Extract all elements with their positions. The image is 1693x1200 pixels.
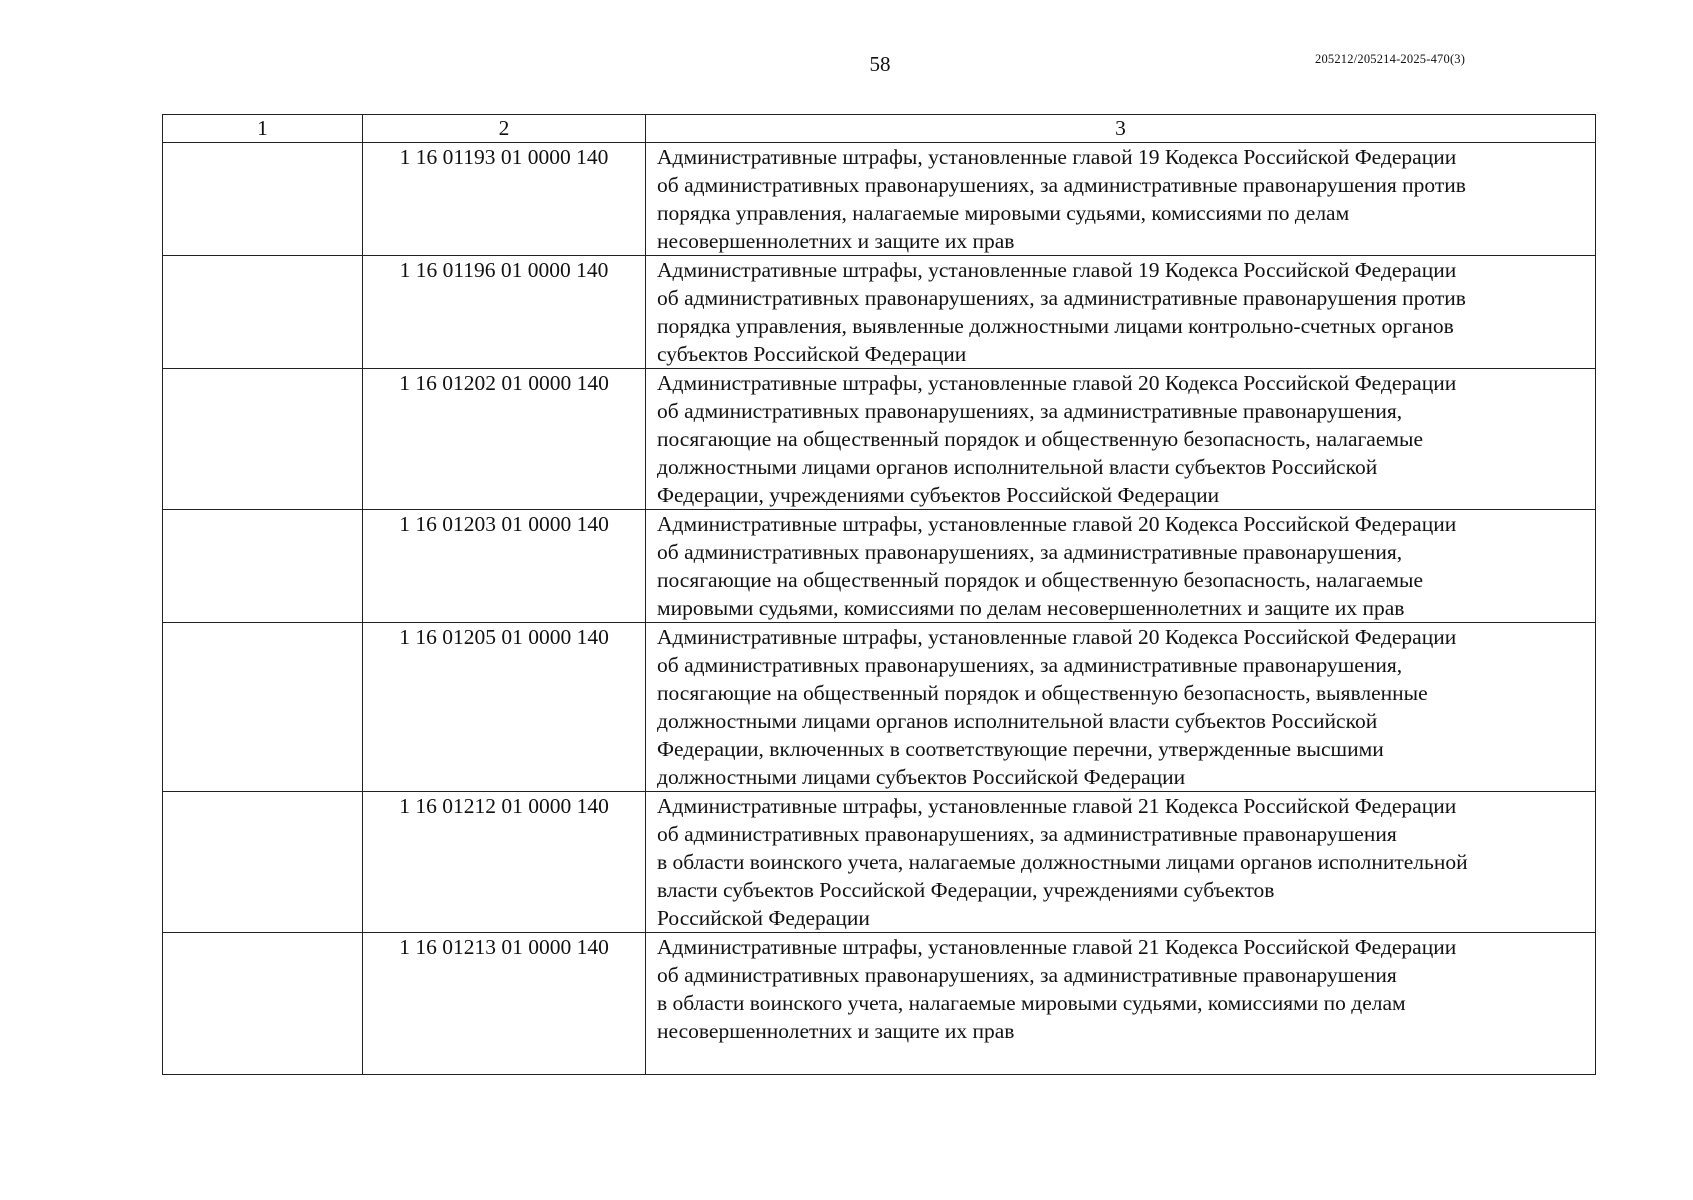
description-line: об административных правонарушениях, за административные правонарушения xyxy=(657,963,1397,987)
table-row xyxy=(163,510,1596,623)
budget-code-cell: 1 16 01203 01 0000 140 xyxy=(363,510,646,623)
description-line: несовершеннолетних и защите их прав xyxy=(657,1019,1015,1043)
description-line: посягающие на общественный порядок и общественную безопасность, выявленные xyxy=(657,681,1428,705)
description-cell xyxy=(646,792,1596,933)
budget-code-cell: 1 16 01213 01 0000 140 xyxy=(363,933,646,1075)
empty-cell xyxy=(163,623,363,792)
description-line: об административных правонарушениях, за административные правонарушения, xyxy=(657,399,1403,423)
empty-cell xyxy=(163,933,363,1075)
description-cell xyxy=(646,369,1596,510)
description-line: должностными лицами органов исполнительной власти субъектов Российской xyxy=(657,709,1378,733)
table-row xyxy=(163,933,1596,1075)
description-line: порядка управления, выявленные должностными лицами контрольно-счетных органов xyxy=(657,314,1454,338)
budget-code-cell: 1 16 01196 01 0000 140 xyxy=(363,256,646,369)
budget-code-cell: 1 16 01193 01 0000 140 xyxy=(363,143,646,256)
description-cell xyxy=(646,623,1596,792)
column-header-3: 3 xyxy=(646,115,1596,143)
empty-cell xyxy=(163,369,363,510)
description-line: мировыми судьями, комиссиями по делам несовершеннолетних и защите их прав xyxy=(657,596,1405,620)
page-number: 58 xyxy=(869,52,891,76)
description-line: в области воинского учета, налагаемые должностными лицами органов исполнительной xyxy=(657,850,1468,874)
description-line: об административных правонарушениях, за административные правонарушения, xyxy=(657,540,1403,564)
description-line: посягающие на общественный порядок и общественную безопасность, налагаемые xyxy=(657,568,1423,592)
description-line: об административных правонарушениях, за административные правонарушения xyxy=(657,822,1397,846)
budget-code-cell: 1 16 01202 01 0000 140 xyxy=(363,369,646,510)
description-line: должностными лицами субъектов Российской Федерации xyxy=(657,765,1186,789)
table-header-row xyxy=(163,115,1596,143)
description-line: Административные штрафы, установленные главой 21 Кодекса Российской Федерации xyxy=(657,794,1457,818)
description-line: Административные штрафы, установленные главой 19 Кодекса Российской Федерации xyxy=(657,145,1457,169)
description-line: Административные штрафы, установленные главой 20 Кодекса Российской Федерации xyxy=(657,625,1457,649)
description-line: субъектов Российской Федерации xyxy=(657,342,967,366)
empty-cell xyxy=(163,792,363,933)
description-line: об административных правонарушениях, за административные правонарушения против xyxy=(657,173,1466,197)
description-line: несовершеннолетних и защите их прав xyxy=(657,229,1015,253)
description-cell xyxy=(646,933,1596,1075)
table-row xyxy=(163,792,1596,933)
budget-codes-table xyxy=(162,114,1596,1075)
description-line: Российской Федерации xyxy=(657,906,870,930)
budget-code-cell: 1 16 01205 01 0000 140 xyxy=(363,623,646,792)
column-header-1: 1 xyxy=(163,115,363,143)
description-line: об административных правонарушениях, за административные правонарушения против xyxy=(657,286,1466,310)
description-line: посягающие на общественный порядок и общественную безопасность, налагаемые xyxy=(657,427,1423,451)
description-line: должностными лицами органов исполнительной власти субъектов Российской xyxy=(657,455,1378,479)
description-line: Административные штрафы, установленные главой 21 Кодекса Российской Федерации xyxy=(657,935,1457,959)
table-row xyxy=(163,256,1596,369)
description-line: власти субъектов Российской Федерации, учреждениями субъектов xyxy=(657,878,1275,902)
description-line: Федерации, включенных в соответствующие перечни, утвержденные высшими xyxy=(657,737,1384,761)
empty-cell xyxy=(163,510,363,623)
table-row xyxy=(163,143,1596,256)
description-line: об административных правонарушениях, за административные правонарушения, xyxy=(657,653,1403,677)
table-row xyxy=(163,369,1596,510)
description-line: Административные штрафы, установленные главой 20 Кодекса Российской Федерации xyxy=(657,371,1457,395)
description-line: Административные штрафы, установленные главой 19 Кодекса Российской Федерации xyxy=(657,258,1457,282)
document-code: 205212/205214-2025-470(3) xyxy=(1315,52,1466,66)
empty-cell xyxy=(163,143,363,256)
budget-code-cell: 1 16 01212 01 0000 140 xyxy=(363,792,646,933)
description-line: порядка управления, налагаемые мировыми судьями, комиссиями по делам xyxy=(657,201,1350,225)
description-cell xyxy=(646,256,1596,369)
description-line: Административные штрафы, установленные главой 20 Кодекса Российской Федерации xyxy=(657,512,1457,536)
description-line: Федерации, учреждениями субъектов Российской Федерации xyxy=(657,483,1220,507)
table-row xyxy=(163,623,1596,792)
description-cell xyxy=(646,510,1596,623)
description-line: в области воинского учета, налагаемые мировыми судьями, комиссиями по делам xyxy=(657,991,1406,1015)
description-cell xyxy=(646,143,1596,256)
empty-cell xyxy=(163,256,363,369)
column-header-2: 2 xyxy=(363,115,646,143)
